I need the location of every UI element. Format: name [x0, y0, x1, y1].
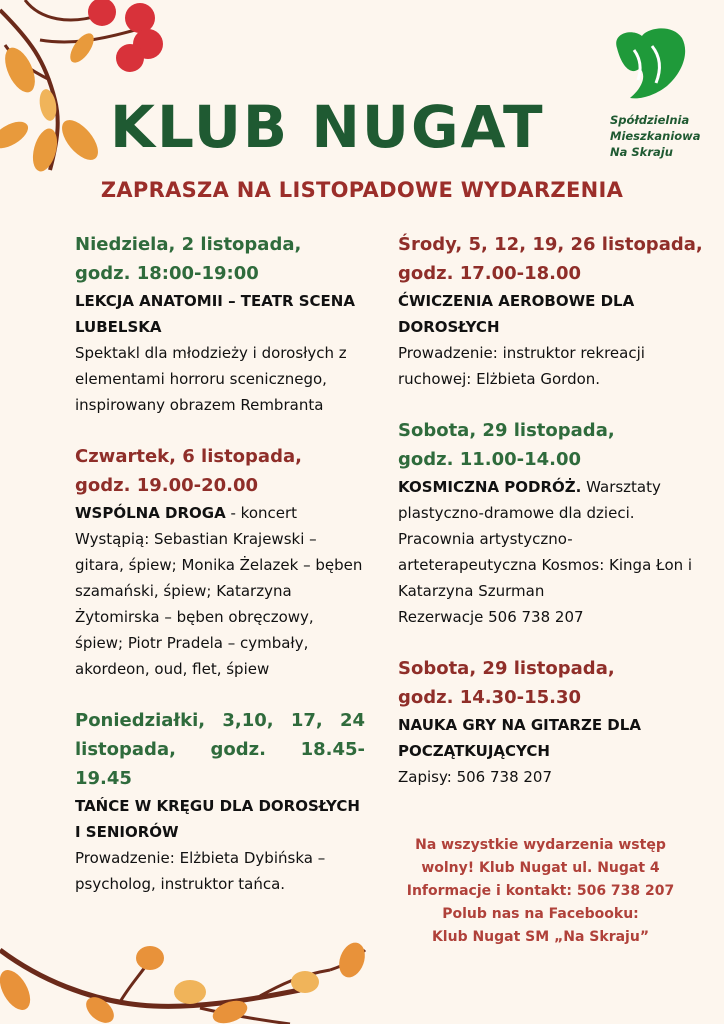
logo-line: Na Skraju — [610, 145, 673, 159]
event-title-suffix: - koncert — [225, 504, 298, 522]
event-description: Wystąpią: Sebastian Krajewski – gitara, śpiew; Monika Żelazek – bęben szamański, śpiew; Katarzyna Żytomirska – bęben obręczowy, śpiew; Piotr Pradela – cymbały, akordeon, oud, flet, śpiew — [75, 530, 363, 678]
logo-line: Spółdzielnia — [610, 113, 690, 127]
right-column — [398, 230, 703, 814]
event-title: NAUKA GRY NA GITARZE DLA POCZĄTKUJĄCYCH — [398, 716, 641, 760]
leaf-logo-icon — [612, 28, 688, 100]
event-date: Sobota, 29 listopada, godz. 11.00-14.00 — [398, 420, 615, 470]
left-column — [75, 230, 365, 921]
event-title-line — [398, 474, 703, 604]
autumn-branch-icon — [0, 930, 380, 1024]
event-item — [398, 230, 703, 392]
event-title-suffix: Warsztaty plastyczno-dramowe dla dzieci. Pracownia artystyczno-arteterapeutyczna Kosmos: Kinga Łon i Katarzyna Szurman — [398, 478, 693, 600]
event-description: Prowadzenie: instruktor rekreacji ruchowej: Elżbieta Gordon. — [398, 344, 645, 388]
event-title: TAŃCE W KRĘGU DLA DOROSŁYCH I SENIORÓW — [75, 797, 360, 841]
event-title: LEKCJA ANATOMII – TEATR SCENA LUBELSKA — [75, 292, 355, 336]
event-date: Poniedziałki, 3,10, 17, 24 listopada, godz. 18.45-19.45 — [75, 710, 365, 789]
event-description: Zapisy: 506 738 207 — [398, 768, 553, 786]
footer-line: Informacje i kontakt: 506 738 207 — [406, 883, 675, 899]
event-title: WSPÓLNA DROGA — [75, 504, 226, 522]
event-date: Środy, 5, 12, 19, 26 listopada, godz. 17.00-18.00 — [398, 234, 703, 284]
event-item — [398, 416, 703, 630]
event-date: Czwartek, 6 listopada, godz. 19.00-20.00 — [75, 446, 302, 496]
event-item — [75, 706, 365, 897]
footer-line: Na wszystkie wydarzenia wstęp — [415, 837, 666, 853]
event-item — [398, 654, 703, 790]
event-description: Spektakl dla młodzieży i dorosłych z elementami horroru scenicznego, inspirowany obrazem Rembranta — [75, 344, 347, 414]
footer-line: wolny! Klub Nugat ul. Nugat 4 — [421, 860, 660, 876]
footer-line: Klub Nugat SM „Na Skraju” — [431, 929, 650, 945]
logo-line: Mieszkaniowa — [610, 129, 701, 143]
footer-line: Polub nas na Facebooku: — [442, 906, 639, 922]
event-date: Sobota, 29 listopada, godz. 14.30-15.30 — [398, 658, 615, 708]
event-description: Rezerwacje 506 738 207 — [398, 608, 584, 626]
event-title-line — [75, 500, 365, 526]
event-description: Prowadzenie: Elżbieta Dybińska – psycholog, instruktor tańca. — [75, 849, 326, 893]
event-item — [75, 230, 365, 418]
event-date: Niedziela, 2 listopada, godz. 18:00-19:00 — [75, 234, 302, 284]
page-subtitle: ZAPRASZA NA LISTOPADOWE WYDARZENIA — [100, 178, 624, 202]
page-title: KLUB NUGAT — [110, 93, 545, 161]
footer-info — [388, 834, 693, 949]
event-title: ĆWICZENIA AEROBOWE DLA DOROSŁYCH — [398, 292, 635, 336]
logo-text — [610, 112, 701, 160]
event-item — [75, 442, 365, 682]
event-title: KOSMICZNA PODRÓŻ. — [398, 478, 582, 496]
